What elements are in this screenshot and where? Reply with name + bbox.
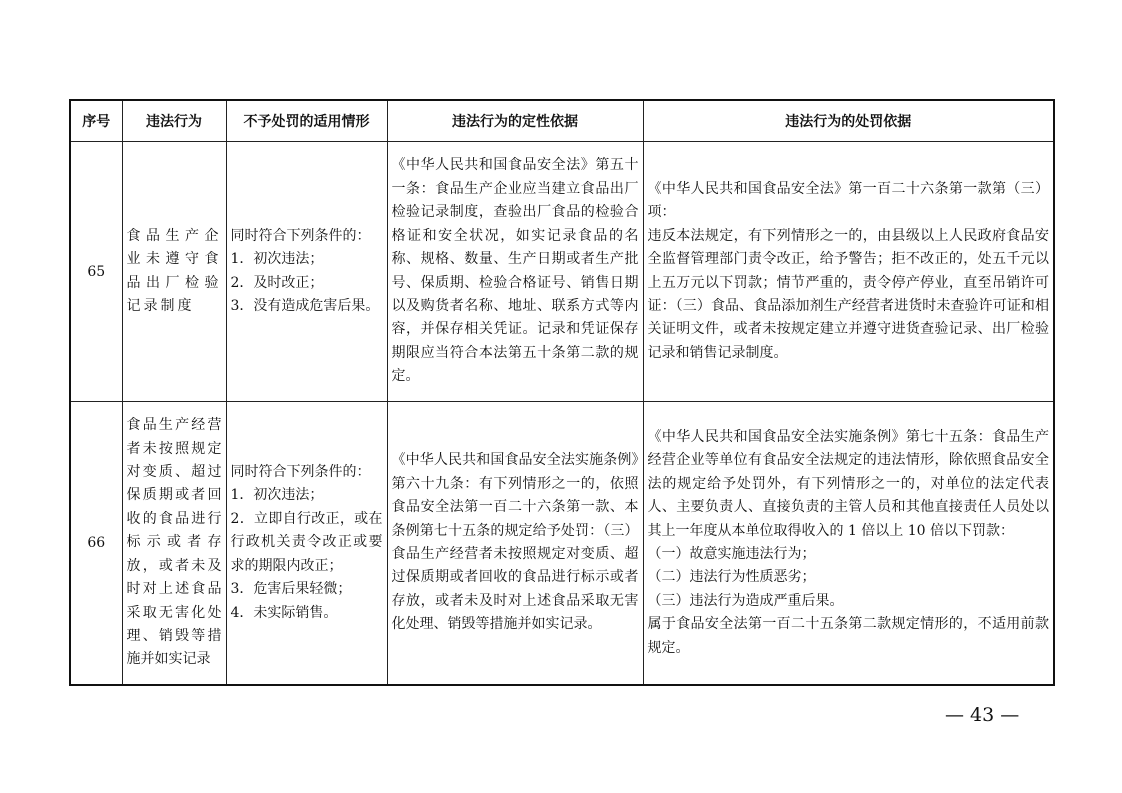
condition-text: 同时符合下列条件的： 1．初次违法； 2．立即自行改正，或在行政机关责令改正或要求的期限内改正； 3．危害后果轻微； 4．未实际销售。: [230, 464, 383, 621]
page-number: — 43 —: [945, 704, 1020, 726]
table-row: [70, 402, 1054, 686]
violation-cell: [122, 402, 226, 686]
regulation-table: [69, 99, 1055, 686]
violation-text: 食品生产经营者未按照规定对变质、超过保质期或者回收的食品进行标示或者存放，或者未及时对上述食品采取无害化处理、销毁等措施并如实记录: [126, 417, 222, 668]
header-act: 违法行为: [122, 100, 226, 142]
penalty-text: 《中华人民共和国食品安全法》第一百二十六条第一款第（三）项： 违反本法规定，有下列情形之一的，由县级以上人民政府食品安全监督管理部门责令改正，给予警告；拒不改正的，处五千元以上五万元以下罚款；情节严重的，责令停产停业，直至吊销许可证：（三）食品、食品添加剂生产经营者进货时未查验许可证和相关证明文件，或者未按规定建立并遵守进货查验记录、出厂检验记录和销售记录制度。: [647, 180, 1049, 361]
basis-cell: [387, 142, 643, 402]
penalty-cell: [643, 142, 1054, 402]
header-no: 序号: [70, 100, 122, 142]
row-number: 66: [70, 402, 122, 686]
violation-cell: [122, 142, 226, 402]
basis-text: 《中华人民共和国食品安全法》第五十一条：食品生产企业应当建立食品出厂检验记录制度，查验出厂食品的检验合格证和安全状况，如实记录食品的名称、规格、数量、生产日期或者生产批号、保质期、检验合格证号、销售日期以及购货者名称、地址、联系方式等内容，并保存相关凭证。记录和凭证保存期限应当符合本法第五十条第二款的规定。: [391, 157, 639, 385]
row-number: 65: [70, 142, 122, 402]
header-penalty: 违法行为的处罚依据: [643, 100, 1054, 142]
violation-text: 食品生产企业未遵守食品出厂检验记录制度: [126, 227, 222, 314]
header-basis: 违法行为的定性依据: [387, 100, 643, 142]
condition-cell: [226, 402, 387, 686]
condition-text: 同时符合下列条件的： 1．初次违法； 2．及时改正； 3．没有造成危害后果。: [230, 227, 380, 314]
table-header-row: [70, 100, 1054, 142]
header-cond: 不予处罚的适用情形: [226, 100, 387, 142]
penalty-text: 《中华人民共和国食品安全法实施条例》第七十五条：食品生产经营企业等单位有食品安全法规定的违法情形，除依照食品安全法的规定给予处罚外，有下列情形之一的，对单位的法定代表人、主要负责人、直接负责的主管人员和其他直接责任人员处以其上一年度从本单位取得收入的 1 倍以上 10 倍以下罚款： （一）故意实施违法行为； （二）违法行为性质恶劣； （三）违法行为造成严重后果。 属于食品安全法第一百二十五条第二款规定情形的，不适用前款规定。: [647, 428, 1049, 656]
basis-text: 《中华人民共和国食品安全法实施条例》第六十九条：有下列情形之一的，依照食品安全法第一百二十六条第一款、本条例第七十五条的规定给予处罚：（三）食品生产经营者未按照规定对变质、超过保质期或者回收的食品进行标示或者存放，或者未及时对上述食品采取无害化处理、销毁等措施并如实记录。: [391, 452, 639, 633]
condition-cell: [226, 142, 387, 402]
table-row: [70, 142, 1054, 402]
penalty-cell: [643, 402, 1054, 686]
basis-cell: [387, 402, 643, 686]
